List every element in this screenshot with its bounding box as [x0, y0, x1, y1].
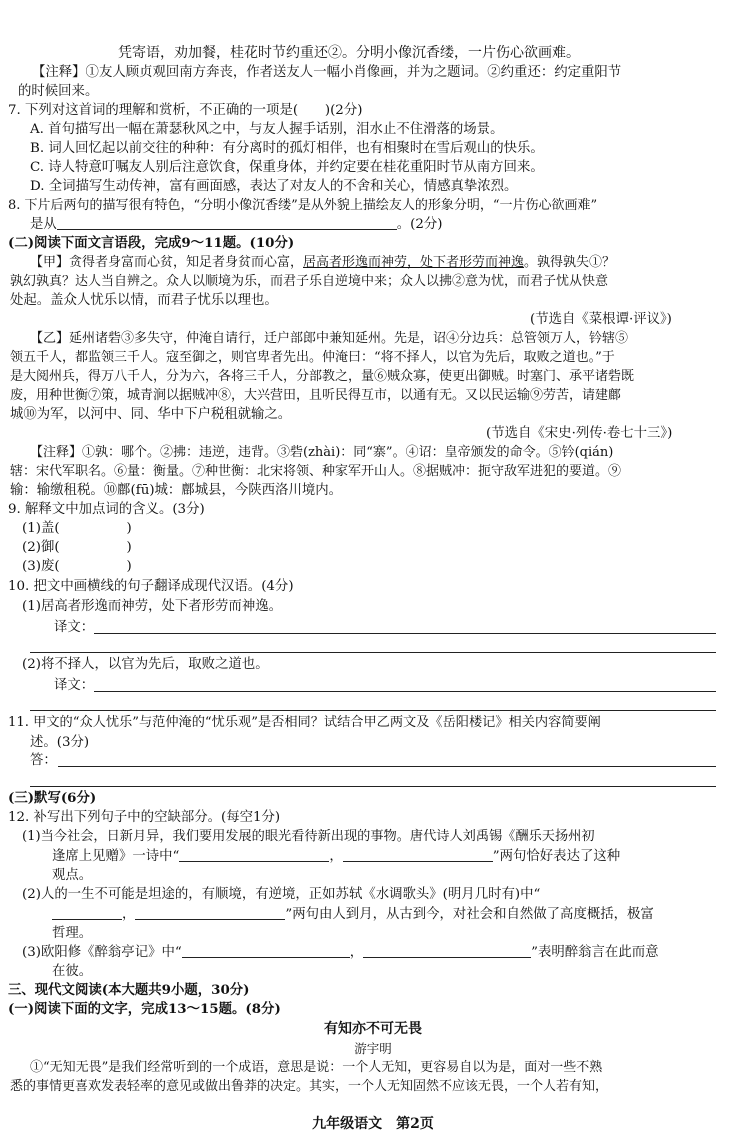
subsection-1-heading: (一)阅读下面的文字，完成13～15题。(8分) — [8, 1001, 281, 1017]
q8-answer-blank[interactable] — [57, 217, 397, 230]
q10-answer-line-1a[interactable] — [94, 633, 716, 634]
passage-yi-line2: 领五千人，都监领三千人。寇至御之，则官卑者先出。仲淹曰：“将不择人，以官为先后，取败之道也。”于 — [10, 350, 615, 365]
q12-item-2: (2)人的一生不可能是坦途的，有顺境，有逆境，正如苏轼《水调歌头》(明月几时有)中“ — [22, 887, 541, 902]
q10-answer-line-1b[interactable] — [30, 652, 716, 653]
q11-answer-label: 答： — [30, 753, 57, 768]
q10-answer-line-2b[interactable] — [30, 710, 716, 711]
q12-item-3: (3)欧阳修《醉翁亭记》中“ ， ”表明醉翁言在此而意 — [22, 945, 659, 960]
q9-item-3[interactable]: (3)废( ) — [22, 559, 132, 574]
question-11-cont: 述。(3分) — [30, 735, 90, 750]
underlined-sentence: 居高者形逸而神劳，处下者形劳而神逸 — [303, 255, 525, 270]
q12-blank-3[interactable] — [52, 907, 122, 920]
poem-notes: 【注释】①友人顾贞观回南方奔丧，作者送友人一幅小肖像画，并为之题词。②约重还：约定重阳节 — [32, 65, 622, 80]
option-b: B. 词人回忆起以前交往的种种：有分离时的孤灯相伴，也有相聚时在雪后观山的快乐。 — [30, 141, 544, 156]
q10-sentence-1: (1)居高者形逸而神劳，处下者形劳而神逸。 — [22, 599, 282, 614]
notes-yi-line1: 【注释】①孰：哪个。②拂：违逆，违背。③砦(zhài)：同“寨”。④诏：皇帝颁发的命令。⑤钤(qián) — [30, 445, 614, 460]
q12-item-1: (1)当今社会，日新月异，我们要用发展的眼光看待新出现的事物。唐代诗人刘禹锡《酬乐天扬州初 — [22, 829, 595, 844]
article-para-1-line2: 悉的事情更喜欢发表轻率的意见或做出鲁莽的决定。其实，一个人无知固然不应该无畏，一个人若有知， — [10, 1079, 609, 1094]
q12-blank-5[interactable] — [182, 945, 350, 958]
q12-blank-4[interactable] — [135, 907, 285, 920]
q12-item-2-end: 哲理。 — [52, 926, 93, 941]
notes-yi-line3: 输：输缴租税。⑩鄜(fū)城：鄜城县，今陕西洛川境内。 — [10, 483, 343, 498]
q12-blank-2[interactable] — [343, 849, 493, 862]
option-d: D. 全词描写生动传神，富有画面感，表达了对友人的不舍和关心，情感真挚浓烈。 — [30, 179, 518, 194]
q11-answer-line-1[interactable] — [58, 766, 716, 767]
question-8: 8. 下片后两句的描写很有特色，“分明小像沉香缕”是从外貌上描绘友人的形象分明，“一片伤心欲画难” — [8, 198, 598, 213]
q11-answer-line-2[interactable] — [30, 786, 716, 787]
q12-blank-6[interactable] — [363, 945, 531, 958]
option-a: A. 首句描写出一幅在萧瑟秋风之中，与友人握手话别，泪水止不住滑落的场景。 — [30, 122, 504, 137]
question-8-cont — [30, 216, 443, 233]
option-c: C. 诗人特意叮嘱友人别后注意饮食，保重身体，并约定要在桂花重阳时节从南方回来。 — [30, 160, 544, 175]
question-11: 11. 甲文的“众人忧乐”与范仲淹的“忧乐观”是否相同？试结合甲乙两文及《岳阳楼记》相关内容简要阐 — [8, 715, 601, 730]
q8-suffix: 。(2分) — [396, 217, 443, 232]
passage-yi-line3: 是大阅州兵，得万八千人，分为六，各将三千人，分部教之，量⑥贼众寡，使更出御贼。时塞门、承平诸砦既 — [10, 369, 635, 384]
passage-yi-line5: 城⑩为军，以河中、同、华中下户税租就输之。 — [10, 407, 292, 422]
question-10: 10. 把文中画横线的句子翻译成现代汉语。(4分) — [8, 579, 294, 594]
page-footer: 九年级语文 第2页 — [312, 1116, 434, 1132]
q10-answer-line-2a[interactable] — [94, 691, 716, 692]
q12-item-1-cont: 逢席上见赠》一诗中“ ， ”两句恰好表达了这种 — [52, 849, 621, 864]
q9-item-2[interactable]: (2)御( ) — [22, 540, 132, 555]
question-12: 12. 补写出下列句子中的空缺部分。(每空1分) — [8, 810, 281, 825]
poem-notes-cont: 的时候回来。 — [18, 84, 99, 99]
question-9: 9. 解释文中加点词的含义。(3分) — [8, 502, 205, 517]
passage-jia-line1: 【甲】贪得者身富而心贫，知足者身贫而心富，居高者形逸而神劳，处下者形劳而神逸。孰得孰失①？ — [30, 255, 616, 270]
passage-yi-line4: 废，用种世衡⑦策，城青涧以据贼冲⑧，大兴营田，且听民得互市，以通有无。又以民运输⑨劳苦，请建鄜 — [10, 388, 622, 403]
notes-yi-line2: 辖：宋代军职名。⑥量：衡量。⑦种世衡：北宋将领、种家军开山人。⑧据贼冲：扼守敌军进犯的要道。⑨ — [10, 464, 622, 479]
article-para-1-line1: ①“无知无畏”是我们经常听到的一个成语，意思是说：一个人无知，更容易自以为是，面对一些不熟 — [30, 1060, 603, 1075]
q12-item-3-end: 在彼。 — [52, 964, 93, 979]
q10-sentence-2: (2)将不择人，以官为先后，取败之道也。 — [22, 657, 269, 672]
passage-yi-line1: 【乙】延州诸砦③多失守，仲淹自请行，迁户部郎中兼知延州。先是，诏④分边兵：总管领万人，钤辖⑤ — [30, 331, 629, 346]
section-dictation-heading: (三)默写(6分) — [8, 790, 97, 806]
q9-item-1[interactable]: (1)盖( ) — [22, 521, 132, 536]
q10-translation-label-2: 译文： — [54, 678, 95, 693]
source-jia: (节选自《菜根谭·评议》) — [530, 312, 672, 327]
passage-jia-line3: 处起。盖众人忧乐以情，而君子忧乐以理也。 — [10, 293, 278, 308]
q12-item-1-end: 观点。 — [52, 868, 93, 883]
q12-item-2-cont: ， ”两句由人到月，从古到今，对社会和自然做了高度概括，极富 — [52, 906, 654, 923]
poem-last-lines: 凭寄语，劝加餐，桂花时节约重还②。分明小像沉香缕，一片伤心欲画难。 — [118, 45, 580, 61]
section-modern-reading-heading: 三、现代文阅读(本大题共9小题，30分) — [8, 982, 250, 998]
question-7: 7. 下列对这首词的理解和赏析，不正确的一项是( )(2分) — [8, 103, 363, 118]
source-yi: (节选自《宋史·列传·卷七十三》) — [486, 426, 673, 441]
q10-translation-label-1: 译文： — [54, 620, 95, 635]
section-classical-heading: (二)阅读下面文言语段，完成9～11题。(10分) — [8, 235, 295, 251]
passage-jia-line2: 孰幻孰真？达人当自辨之。众人以顺境为乐，而君子乐自逆境中来；众人以拂②意为忧，而君子忧从快意 — [10, 274, 609, 289]
q12-blank-1[interactable] — [179, 849, 329, 862]
q8-prefix: 是从 — [30, 217, 57, 232]
article-author: 游宇明 — [354, 1041, 392, 1056]
article-title: 有知亦不可无畏 — [324, 1021, 422, 1037]
